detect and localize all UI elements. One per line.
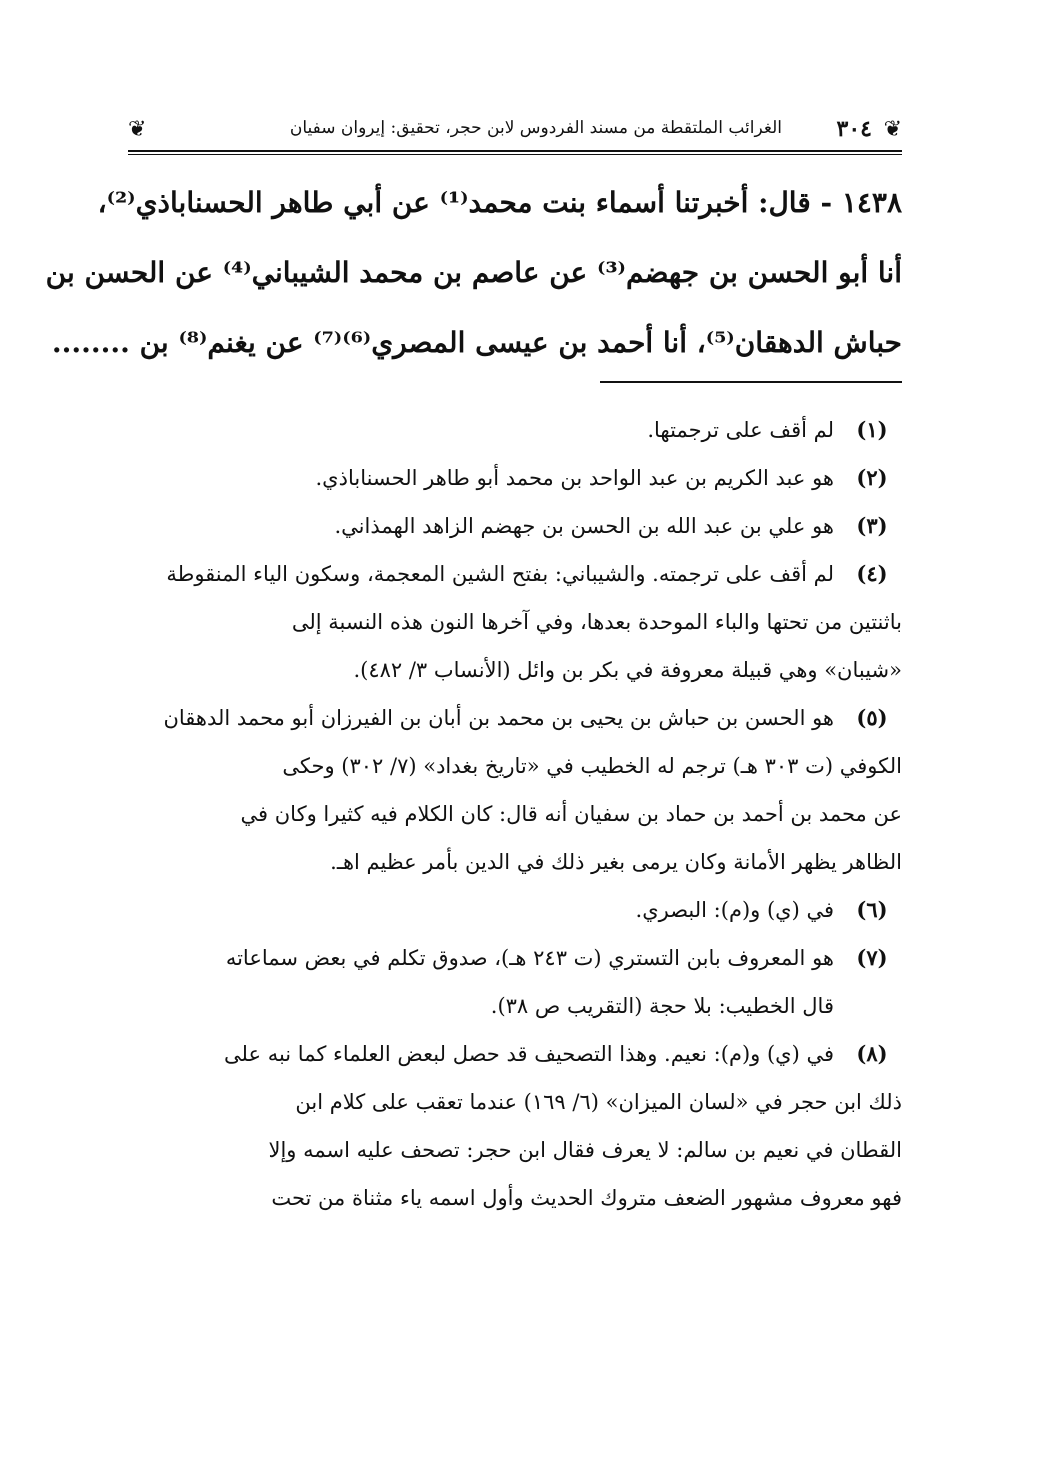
footnote-line: في (ي) و(م): البصري. (635, 898, 834, 922)
floral-ornament-icon-left: ❦ (128, 117, 147, 142)
running-title: الغرائب الملتقطة من مسند الفردوس لابن حجر، تحقيق: إيروان سفيان (289, 118, 782, 138)
footnote-line: باثنتين من تحتها والباء الموحدة بعدها، وفي آخرها النون هذه النسبة إلى (291, 610, 902, 634)
header-rule (128, 150, 902, 152)
footnote-line: هو علي بن عبد الله بن الحسن بن جهضم الزاهد الهمذاني. (334, 514, 834, 538)
page-header (128, 112, 902, 150)
footnote-number: (٥) (856, 705, 888, 730)
footnote-number: (٨) (856, 1041, 888, 1066)
main-line: حباش الدهقان⁽⁵⁾، أنا أحمد بن عيسى المصري⁽⁶⁾⁽⁷⁾ عن يغنم⁽⁸⁾ بن ........ (51, 326, 902, 359)
footnote-line: ذلك ابن حجر في «لسان الميزان» (٦/ ١٦٩) عندما تعقب على كلام ابن (295, 1090, 902, 1114)
footnote-line: فهو معروف مشهور الضعف متروك الحديث وأول اسمه ياء مثناة من تحت (271, 1186, 902, 1210)
footnote-line: في (ي) و(م): نعيم. وهذا التصحيف قد حصل لبعض العلماء كما نبه على (224, 1042, 834, 1066)
footnote-line: هو الحسن بن حباش بن يحيى بن محمد بن أبان بن الفيرزان أبو محمد الدهقان (163, 706, 834, 730)
footnote-number: (٦) (856, 897, 888, 922)
main-text (45, 168, 902, 378)
footnote-3 (128, 502, 902, 550)
footnote-number: (٧) (856, 945, 888, 970)
footnote-6 (128, 886, 902, 934)
footnote-number: (١) (856, 417, 888, 442)
footnote-8 (128, 1030, 902, 1222)
page-number: ٣٠٤ (836, 116, 872, 142)
header-rule-thin (128, 154, 902, 155)
main-line: ١٤٣٨ - قال: أخبرتنا أسماء بنت محمد⁽¹⁾ عن أبي طاهر الحسناباذي⁽²⁾، (97, 186, 902, 219)
footnote-line: هو المعروف بابن التستري (ت ٢٤٣ هـ)، صدوق تكلم في بعض سماعاته (225, 946, 834, 970)
footnote-5 (128, 694, 902, 886)
footnote-line: القطان في نعيم بن سالم: لا يعرف فقال ابن حجر: تصحف عليه اسمه وإلا (268, 1138, 902, 1162)
footnote-line: «شيبان» وهي قبيلة معروفة في بكر بن وائل (الأنساب ٣/ ٤٨٢). (353, 658, 902, 682)
footnote-line: لم أقف على ترجمتها. (647, 418, 834, 442)
footnote-4 (128, 550, 902, 694)
main-line: أنا أبو الحسن بن جهضم⁽³⁾ عن عاصم بن محمد الشيباني⁽⁴⁾ عن الحسن بن (45, 256, 902, 289)
footnote-2 (128, 454, 902, 502)
footnote-1 (128, 406, 902, 454)
footnote-line: لم أقف على ترجمته. والشيباني: بفتح الشين المعجمة، وسكون الياء المنقوطة (166, 562, 834, 586)
footnote-number: (٤) (856, 561, 888, 586)
footnote-number: (٢) (856, 465, 888, 490)
footnote-separator (600, 381, 902, 383)
floral-ornament-icon-right: ❦ (883, 117, 902, 142)
footnote-number: (٣) (856, 513, 888, 538)
footnote-7 (128, 934, 902, 1030)
footnote-line: هو عبد الكريم بن عبد الواحد بن محمد أبو طاهر الحسناباذي. (315, 466, 834, 490)
footnote-line: الكوفي (ت ٣٠٣ هـ) ترجم له الخطيب في «تاريخ بغداد» (٧/ ٣٠٢) وحكى (282, 754, 902, 778)
footnotes (128, 406, 902, 1222)
footnote-line: قال الخطيب: بلا حجة (التقريب ص ٣٨). (490, 994, 834, 1018)
footnote-line: الظاهر يظهر الأمانة وكان يرمى بغير ذلك في الدين بأمر عظيم اهـ. (330, 850, 902, 874)
footnote-line: عن محمد بن أحمد بن حماد بن سفيان أنه قال: كان الكلام فيه كثيرا وكان في (240, 802, 902, 826)
